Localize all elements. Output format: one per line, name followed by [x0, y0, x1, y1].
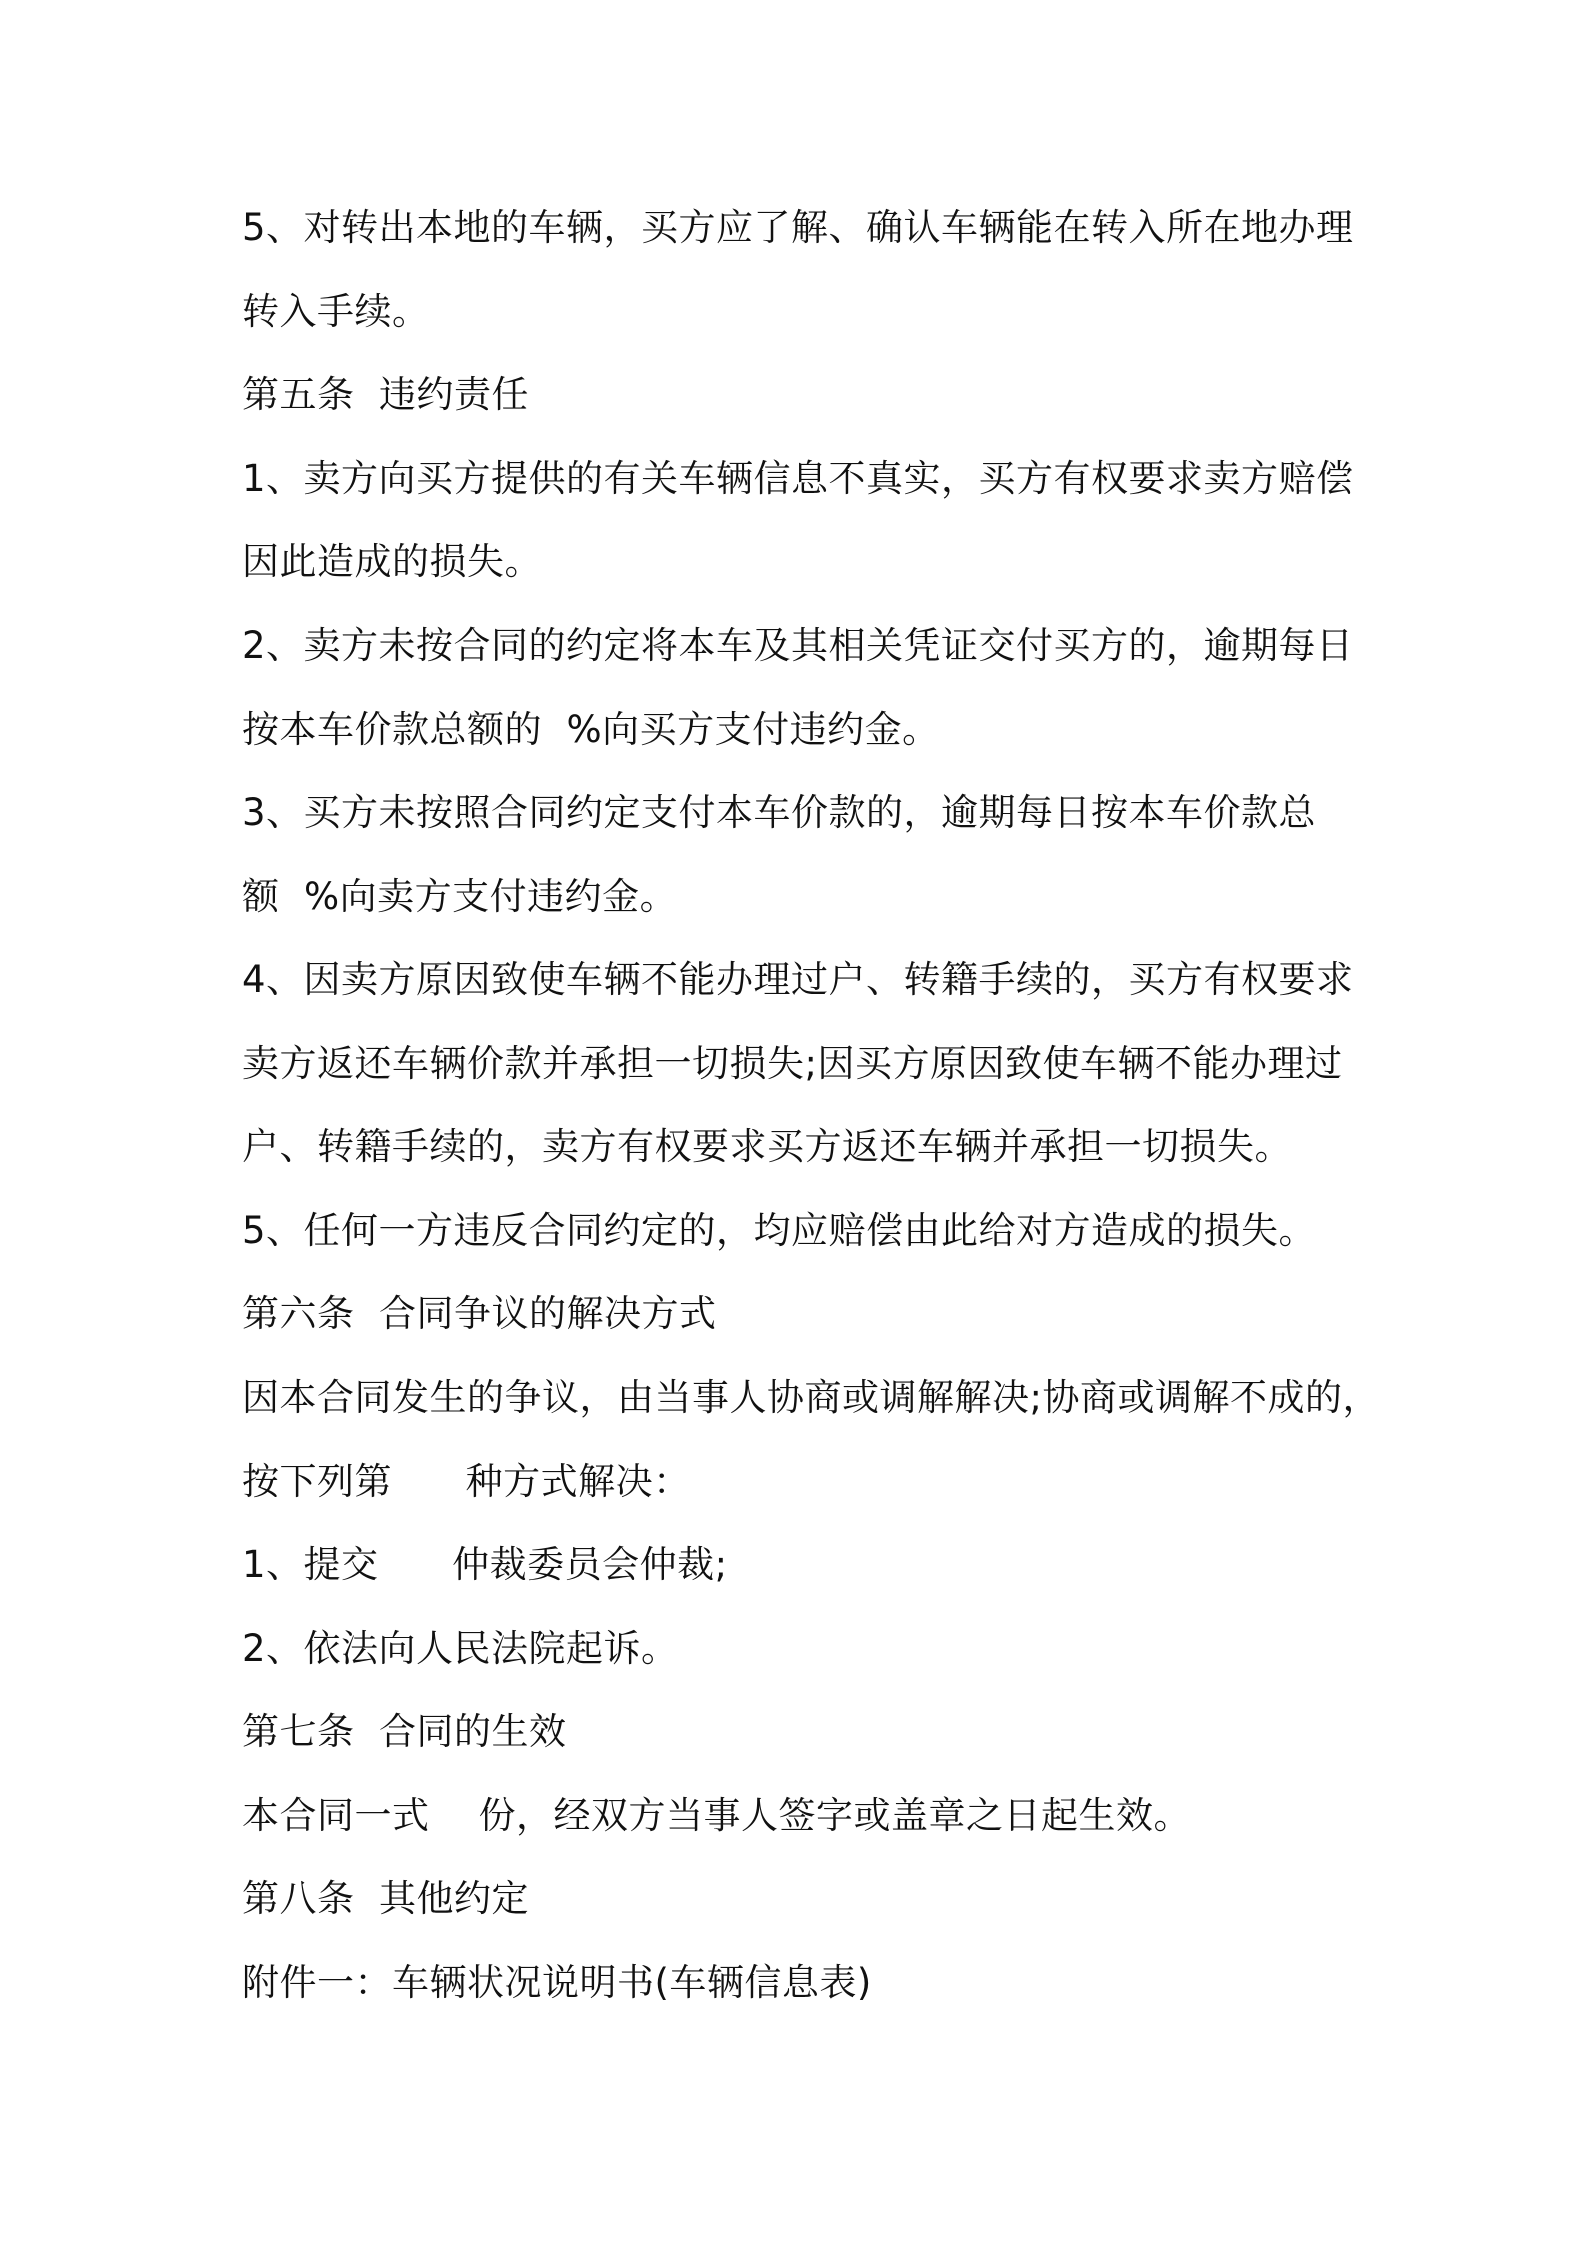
clause-5-heading: 第五条 违约责任 — [242, 373, 530, 416]
attachment-1: 附件一：车辆状况说明书(车辆信息表) — [242, 1961, 872, 2004]
clause-8-heading: 第八条 其他约定 — [242, 1877, 530, 1920]
clause-7-heading: 第七条 合同的生效 — [242, 1710, 567, 1753]
clause-5-item-1-line-1: 1、卖方向买方提供的有关车辆信息不真实，买方有权要求卖方赔偿 — [242, 457, 1354, 500]
clause-6-item-1: 1、提交 仲裁委员会仲裁; — [242, 1543, 728, 1586]
clause-4-item-5-line-1: 5、对转出本地的车辆，买方应了解、确认车辆能在转入所在地办理 — [242, 206, 1354, 249]
clause-5-item-1-line-2: 因此造成的损失。 — [242, 540, 542, 583]
clause-5-item-3-line-1: 3、买方未按照合同约定支付本车价款的，逾期每日按本车价款总 — [242, 791, 1317, 834]
clause-5-item-5: 5、任何一方违反合同约定的，均应赔偿由此给对方造成的损失。 — [242, 1209, 1317, 1252]
clause-6-body-line-1: 因本合同发生的争议，由当事人协商或调解解决;协商或调解不成的， — [242, 1376, 1380, 1419]
clause-5-item-2-line-2: 按本车价款总额的 %向买方支付违约金。 — [242, 708, 940, 751]
clause-5-item-4-line-3: 户、转籍手续的，卖方有权要求买方返还车辆并承担一切损失。 — [242, 1125, 1292, 1168]
clause-5-item-4-line-1: 4、因卖方原因致使车辆不能办理过户、转籍手续的，买方有权要求 — [242, 958, 1354, 1001]
clause-5-item-2-line-1: 2、卖方未按合同的约定将本车及其相关凭证交付买方的，逾期每日 — [242, 624, 1354, 667]
clause-7-body: 本合同一式 份，经双方当事人签字或盖章之日起生效。 — [242, 1794, 1192, 1837]
clause-5-item-4-line-2: 卖方返还车辆价款并承担一切损失;因买方原因致使车辆不能办理过 — [242, 1042, 1343, 1085]
clause-5-item-3-line-2: 额 %向卖方支付违约金。 — [242, 875, 678, 918]
clause-4-item-5-line-2: 转入手续。 — [242, 290, 430, 333]
clause-6-heading: 第六条 合同争议的解决方式 — [242, 1292, 717, 1335]
clause-6-item-2: 2、依法向人民法院起诉。 — [242, 1627, 679, 1670]
clause-6-body-line-2: 按下列第 种方式解决： — [242, 1460, 691, 1503]
